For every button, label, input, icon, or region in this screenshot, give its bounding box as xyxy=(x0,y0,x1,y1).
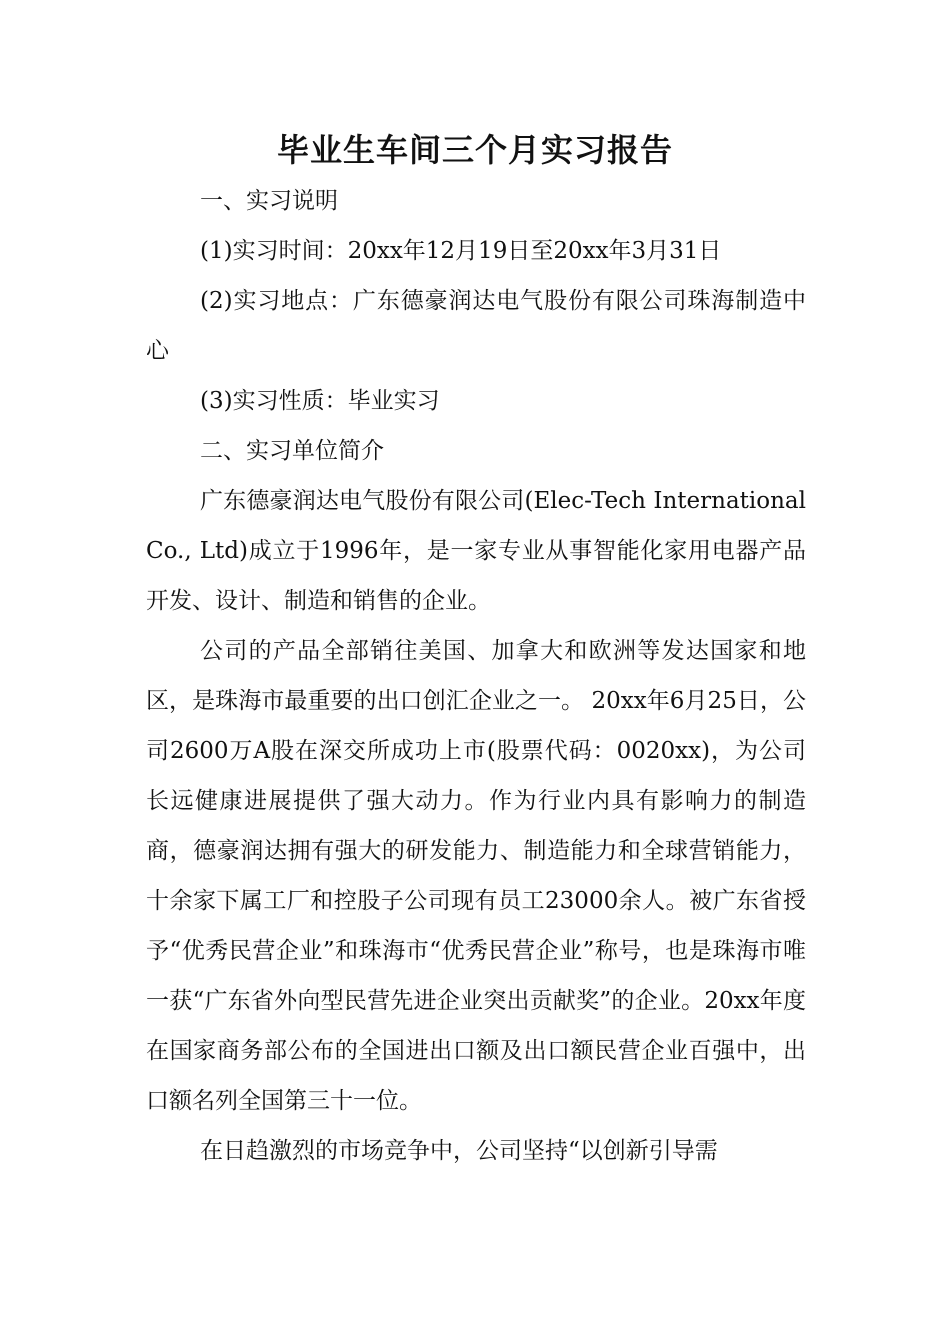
company-intro-paragraph-2: 公司的产品全部销往美国、加拿大和欧洲等发达国家和地区，是珠海市最重要的出口创汇企业之一。 20xx年6月25日，公司2600万A股在深交所成功上市(股票代码：0020xx)，为公司长远健康进展提供了强大动力。作为行业内具有影响力的制造商，德豪润达拥有强大的研发能力、制造能力和全球营销能力，十余家下属工厂和控股子公司现有员工23000余人。被广东省授予“优秀民营企业”和珠海市“优秀民营企业”称号，也是珠海市唯一获“广东省外向型民营先进企业突出贡献奖”的企业。20xx年度在国家商务部公布的全国进出口额及出口额民营企业百强中，出口额名列全国第三十一位。 xyxy=(146,638,806,1114)
document-body xyxy=(146,176,806,1176)
company-intro-paragraph-1: 广东德豪润达电气股份有限公司(Elec-Tech International Co., Ltd)成立于1996年，是一家专业从事智能化家用电器产品开发、设计、制造和销售的企业。 xyxy=(146,488,806,614)
internship-nature-item: (3)实习性质：毕业实习 xyxy=(200,388,440,414)
document-title: 毕业生车间三个月实习报告 xyxy=(276,131,673,169)
company-intro-paragraph-3: 在日趋激烈的市场竞争中，公司坚持“以创新引导需 xyxy=(200,1138,718,1164)
section-heading-internship-description: 一、实习说明 xyxy=(200,188,338,214)
internship-location-item: (2)实习地点：广东德豪润达电气股份有限公司珠海制造中心 xyxy=(146,288,806,364)
section-heading-company-intro: 二、实习单位简介 xyxy=(200,438,384,464)
internship-time-item: (1)实习时间：20xx年12月19日至20xx年3月31日 xyxy=(200,238,722,264)
